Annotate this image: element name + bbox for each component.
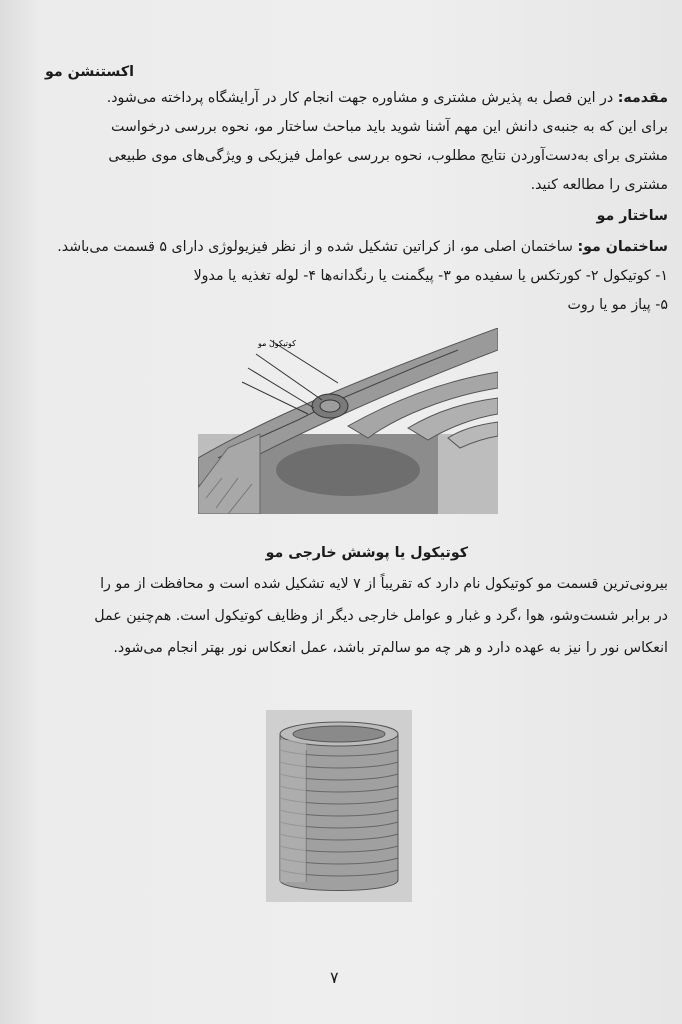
cuticle-layers-figure bbox=[266, 710, 412, 902]
cuticle-line-1: بیرونی‌ترین قسمت مو کوتیکول نام دارد که تقریباً از ۷ لایه تشکیل شده است و محافظت از مو را bbox=[100, 576, 668, 592]
intro-line-1: مقدمه: در این فصل به پذیرش مشتری و مشاوره جهت انجام کار در آرایشگاه پرداخته می‌شود. bbox=[106, 90, 668, 106]
chapter-title: اکستنشن مو bbox=[45, 64, 134, 80]
structure-line-3: ۵- پیاز مو یا روت bbox=[567, 297, 668, 313]
intro-line-3: مشتری برای به‌دست‌آوردن نتایج مطلوب، نحوه بررسی عوامل فیزیکی و ویژگی‌های موی طبیعی bbox=[108, 148, 668, 164]
intro-line-2: برای این که به جنبه‌ی دانش این مهم آشنا شوید باید مباحث ساختار مو، نحوه بررسی درخواست bbox=[111, 119, 668, 135]
structure-label: ساختمان مو: bbox=[577, 239, 668, 255]
hair-cuticle-figure bbox=[198, 328, 498, 514]
section-heading-cuticle: کوتیکول یا پوشش خارجی مو bbox=[265, 545, 468, 561]
structure-line-1: ساختمان مو: ساختمان اصلی مو، از کراتین تشکیل شده و از نظر فیزیولوژی دارای ۵ قسمت می‌باشد. bbox=[57, 239, 668, 255]
figure-label-cuticle: کوتیکول مو bbox=[258, 339, 296, 348]
intro-label: مقدمه: bbox=[617, 90, 668, 106]
intro-line-4: مشتری را مطالعه کنید. bbox=[530, 177, 668, 193]
structure-line-2: ۱- کوتیکول ۲- کورتکس یا سفیده مو ۳- پیگمنت یا رنگدانه‌ها ۴- لوله تغذیه یا مدولا bbox=[193, 268, 668, 284]
page-number: ۷ bbox=[330, 968, 339, 987]
section-heading-structure: ساختار مو bbox=[596, 208, 668, 224]
cuticle-line-2: در برابر شست‌وشو، هوا ،گرد و غبار و عوامل خارجی دیگر از وظایف کوتیکول است. هم‌چنین عمل bbox=[94, 608, 668, 624]
cuticle-line-3: انعکاس نور را نیز به عهده دارد و هر چه مو سالم‌تر باشد، عمل انعکاس نور بهتر انجام می‌شود. bbox=[113, 640, 668, 656]
